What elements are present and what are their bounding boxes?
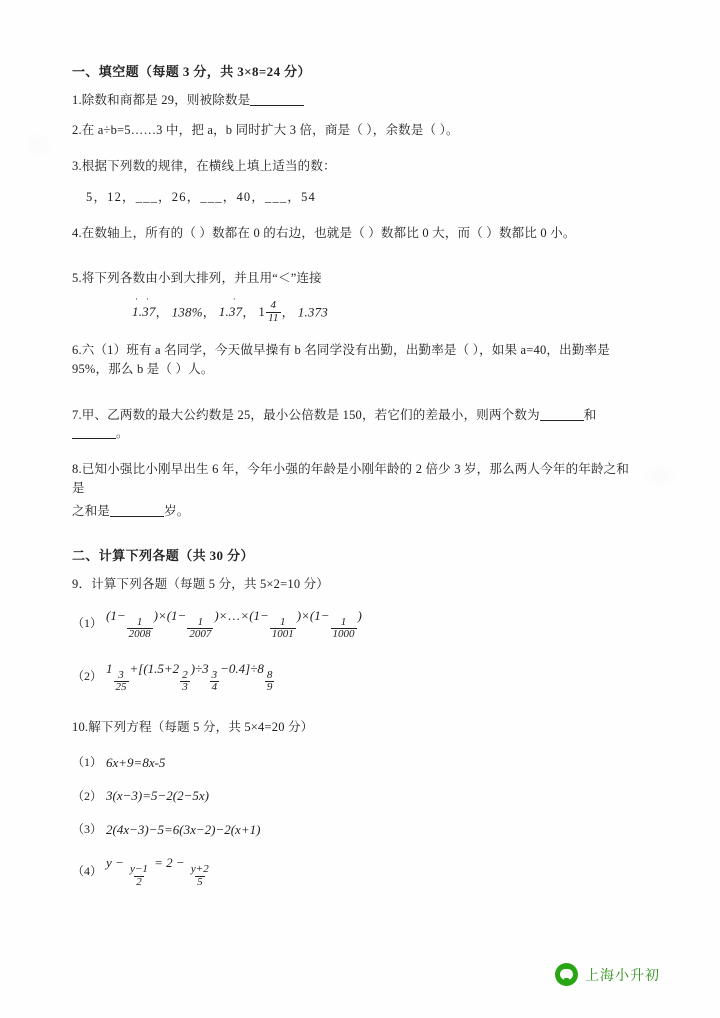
question-8-text: 8.已知小强比小刚早出生 6 年，今年小强的年龄是小刚年龄的 2 倍少 3 岁，那么两人今年的年龄之和是 [72, 462, 630, 495]
question-7-text: 7.甲、乙两数的最大公约数是 25，最小公倍数是 150，若它们的差最小，则两个数为 [72, 407, 540, 422]
question-10-item-1 [72, 753, 632, 773]
item-label: （3） [72, 822, 103, 837]
answer-blank [540, 408, 584, 421]
question-5: 5.将下列各数由小到大排列，并且用“＜”连接 [72, 271, 322, 286]
question-10-item-3 [72, 820, 632, 840]
question-9-item-2 [72, 659, 632, 694]
question-6: 6.六（1）班有 a 名同学，今天做早操有 b 名同学没有出勤，出勤率是（ ），如果 a=40，出勤率是 95%，那么 b 是（ ）人。 [72, 343, 610, 376]
item-label: （2） [72, 669, 103, 684]
question-9-title: 9．计算下列各题（每题 5 分，共 5×2=10 分） [72, 576, 329, 591]
section-2-title: 二、计算下列各题（共 30 分） [72, 548, 254, 564]
expression-product-series: (1− $\frac{1}{2008}$ )×(1− $\frac{1}{2007}$ )×…×(1− $\frac{1}{1001}$ )×(1− $\frac{1}{1000}$ ) [106, 607, 362, 641]
item-label: （2） [72, 788, 103, 803]
question-8: 8.已知小强比小刚早出生 6 年，今年小强的年龄是小刚年龄的 2 倍少 3 岁，那么两人今年的年龄之和是 之和是 岁。 [72, 462, 630, 518]
question-1 [72, 91, 632, 110]
number-mixed-fraction: 1 $\frac{4}{11}$ [258, 299, 279, 324]
question-1-text: 1.除数和商都是 29，则被除数是 [72, 92, 251, 107]
answer-blank [110, 504, 164, 517]
number-138-percent: 138% [171, 304, 203, 320]
equation-2: 3(x−3)=5−2(2−5x) [106, 788, 209, 804]
expression-mixed-arithmetic: 1 $\frac{3}{25}$ +[(1.5+2 $\frac{2}{3}$ )÷3 $\frac{3}{4}$ −0.4]÷8 $\frac{8}{9}$ [106, 660, 273, 694]
question-4: 4.在数轴上，所有的（ ）数都在 0 的右边，也就是（ ）数都比 0 大，而（ ）数都比 0 小。 [72, 225, 576, 240]
question-10-item-4 [72, 853, 632, 888]
item-label: （1） [72, 616, 103, 631]
footer-watermark [555, 963, 660, 986]
exam-paper-body [72, 62, 632, 902]
equation-1: 6x+9=8x-5 [106, 754, 166, 770]
scan-smudge [648, 470, 672, 482]
number-1-37-single-dot: · 1.37 [218, 294, 243, 320]
equation-3: 2(4x−3)−5=6(3x−2)−2(x+1) [106, 821, 261, 837]
question-5-numbers: · · 1.37， 138%， · 1.37， 1 $\frac{4}{11}$ ， 1.373 [132, 294, 328, 324]
footer-logo-text: 上海小升初 [585, 966, 660, 983]
equation-4: y − $\frac{y-1}{2}$ = 2 − $\frac{y+2}{5}$ [106, 855, 209, 888]
scan-smudge [30, 140, 48, 150]
number-1-37-repeating: · · 1.37 [132, 294, 156, 320]
item-label: （1） [72, 755, 103, 770]
question-3: 3.根据下列数的规律，在横线上填上适当的数： [72, 159, 336, 173]
question-2: 2.在 a÷b=5……3 中，把 a，b 同时扩大 3 倍，商是（ ），余数是（ ）。 [72, 123, 459, 138]
question-10-title: 10.解下列方程（每题 5 分，共 5×4=20 分） [72, 719, 314, 734]
question-7: 7.甲、乙两数的最大公约数是 25，最小公倍数是 150，若它们的差最小，则两个数为 和。 [72, 407, 597, 441]
section-1-title: 一、填空题（每题 3 分，共 3×8=24 分） [72, 64, 311, 79]
answer-blank [72, 426, 116, 439]
question-10-item-2 [72, 786, 632, 806]
unit-sui: 岁。 [164, 503, 190, 518]
conjunction: 和 [583, 407, 597, 422]
question-3-sequence: 5，12，___，26，___，40，___，54 [86, 189, 317, 204]
number-1-373: 1.373 [297, 304, 328, 320]
wechat-logo-icon [555, 963, 578, 986]
answer-blank [250, 93, 304, 106]
item-label: （4） [72, 863, 103, 878]
question-9-item-1 [72, 606, 632, 641]
